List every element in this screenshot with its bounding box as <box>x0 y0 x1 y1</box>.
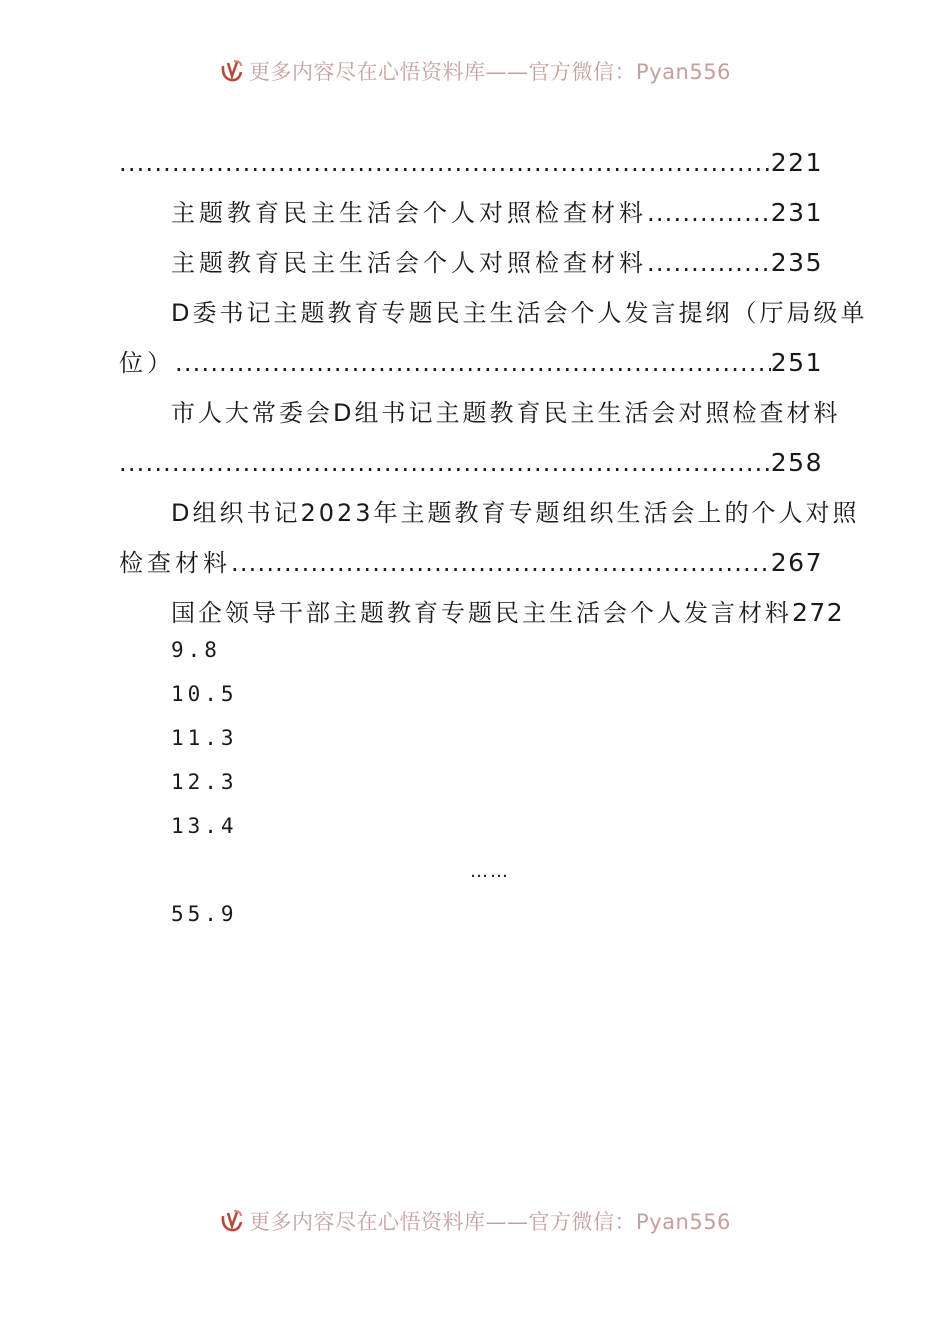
toc-line <box>119 538 823 588</box>
toc-leader-dots <box>647 238 771 288</box>
list-item-last: 55.9 <box>171 902 238 926</box>
toc-leader-dots <box>175 338 771 388</box>
toc-line <box>119 238 823 288</box>
toc-page-number: 221 <box>770 148 823 177</box>
toc-entry-text: 检查材料 <box>119 549 231 577</box>
footer-watermark <box>0 1206 950 1236</box>
toc-entry-text: 位） <box>119 349 175 377</box>
toc-page-number: 251 <box>770 348 823 377</box>
watermark-text: 更多内容尽在心悟资料库——官方微信：Pyan556 <box>249 1210 731 1234</box>
watermark-logo-icon <box>219 58 245 84</box>
toc-entry-text: D委书记主题教育专题民主生活会个人发言提纲（厅局级单 <box>171 299 868 327</box>
toc-page-number: 235 <box>770 248 823 277</box>
list-item: 10.5 <box>171 682 238 706</box>
toc-leader-dots <box>119 438 771 488</box>
header-watermark <box>0 56 950 86</box>
toc-leader-dots <box>231 538 771 588</box>
list-item: 11.3 <box>171 726 238 750</box>
toc-line <box>119 138 823 188</box>
toc-line <box>119 488 860 538</box>
toc-line <box>119 338 823 388</box>
toc-entry-text: 国企领导干部主题教育专题民主生活会个人发言材料 <box>171 599 792 627</box>
toc-line <box>119 288 868 338</box>
toc-line <box>119 438 823 488</box>
toc-page-number: 231 <box>770 198 823 227</box>
toc-page-number: 258 <box>770 448 823 477</box>
toc-line <box>119 388 841 438</box>
ellipsis: …… <box>470 861 510 882</box>
watermark-logo-icon <box>219 1208 245 1234</box>
number-list <box>171 628 238 848</box>
table-of-contents <box>119 138 868 638</box>
toc-page-number: 267 <box>770 548 823 577</box>
watermark-text: 更多内容尽在心悟资料库——官方微信：Pyan556 <box>249 60 731 84</box>
list-item: 12.3 <box>171 770 238 794</box>
toc-line <box>119 188 823 238</box>
toc-entry-text: D组织书记2023年主题教育专题组织生活会上的个人对照 <box>171 499 860 527</box>
toc-leader-dots <box>647 188 771 238</box>
toc-entry-text: 主题教育民主生活会个人对照检查材料 <box>171 249 647 277</box>
list-item: 9.8 <box>171 638 221 662</box>
toc-entry-text: 市人大常委会D组书记主题教育民主生活会对照检查材料 <box>171 399 841 427</box>
toc-page-number: 272 <box>792 598 845 627</box>
toc-leader-dots <box>119 138 771 188</box>
toc-entry-text: 主题教育民主生活会个人对照检查材料 <box>171 199 647 227</box>
list-item: 13.4 <box>171 814 238 838</box>
